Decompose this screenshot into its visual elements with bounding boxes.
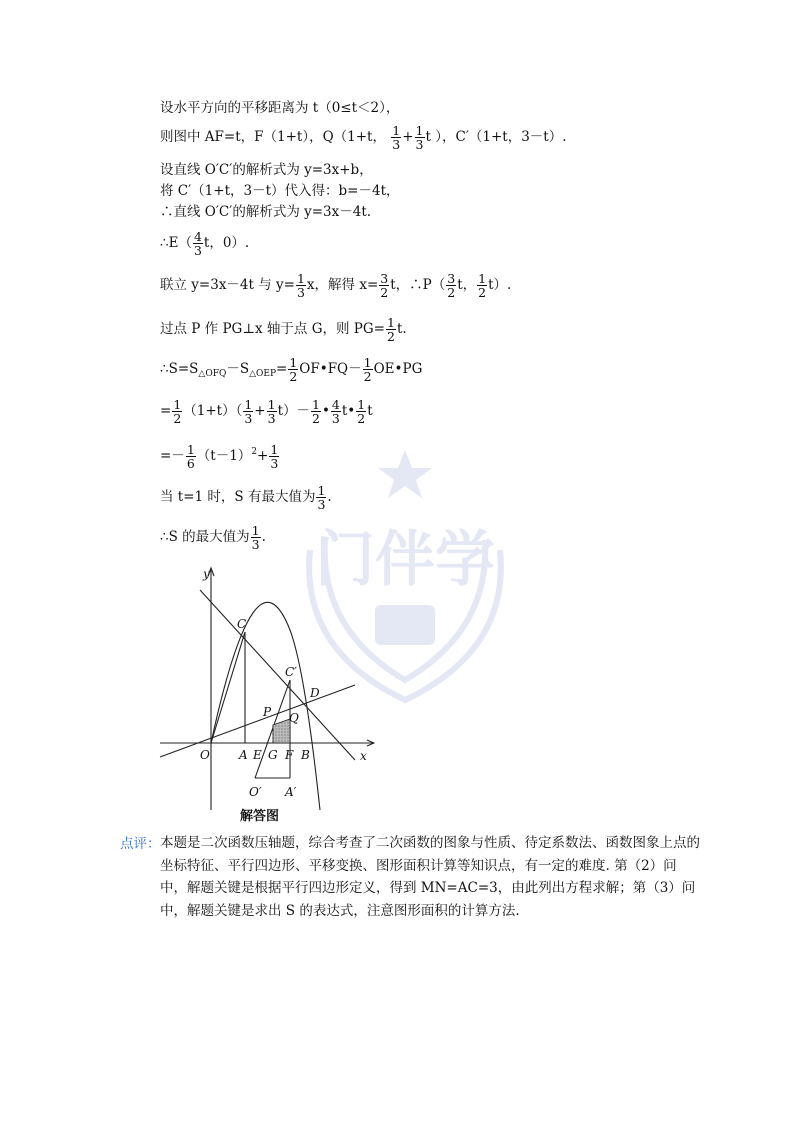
segment-co xyxy=(211,632,245,743)
fraction: $\frac{1}{3}$ xyxy=(251,523,260,552)
shaded-region xyxy=(273,719,290,743)
label-d: D xyxy=(310,686,320,700)
label-o: O xyxy=(200,748,210,762)
fraction: $\frac{1}{2}$ xyxy=(478,271,487,300)
solution-line-7: 联立 y=3x－4t 与 y= $\frac{1}{3}$ x，解得 x= $\frac{3}{2}$ t，∴P（ $\frac{3}{2}$ t， $\frac{1}{2}$ t）. xyxy=(160,271,512,300)
label-g: G xyxy=(268,748,278,762)
text: ），C′（1+t，3－t）. xyxy=(435,129,567,145)
fraction: $\frac{1}{2}$ xyxy=(289,355,298,384)
figure-caption: 解答图 xyxy=(240,809,280,824)
fraction: $\frac{1}{2}$ xyxy=(363,355,372,384)
label-q: Q xyxy=(289,711,299,725)
solution-line-12: 当 t=1 时，S 有最大值为 $\frac{1}{3}$ . xyxy=(160,483,332,512)
label-c: C xyxy=(237,617,247,631)
fraction: $\frac{1}{2}$ xyxy=(312,397,320,426)
label-p: P xyxy=(263,705,272,719)
fraction: $\frac{1}{3}$ xyxy=(317,483,326,512)
solution-line-2: 则图中 AF=t，F（1+t），Q（1+t， $\frac{1}{3}$ + $\frac{1}{3}$ t ），C′（1+t，3－t）. xyxy=(160,123,567,152)
fraction: $\frac{1}{3}$ xyxy=(244,397,253,426)
solution-line-6: ∴E（ $\frac{4}{3}$ t，0）. xyxy=(160,229,250,258)
label-a-prime: A′ xyxy=(285,785,297,799)
label-o-prime: O′ xyxy=(249,785,262,799)
label-f: F xyxy=(285,748,294,762)
fraction: $\frac{1}{3}$ xyxy=(415,123,424,152)
comment-label: 点评： xyxy=(120,836,161,852)
watermark-text: 门伴学 xyxy=(315,525,495,595)
text: 设水平方向的平移距离为 t（0≤t＜2）， xyxy=(160,100,400,116)
fraction: $\frac{1}{3}$ xyxy=(267,397,276,426)
label-x: x xyxy=(360,749,367,763)
solution-line-9: $\therefore S=S_{\triangle OFQ}-S_{\triangle OEP}=$ $\frac{1}{2}$ OF•FQ－ $\frac{1}{2}$ OE•PG xyxy=(160,355,423,384)
fraction: $\frac{1}{3}$ xyxy=(392,123,401,152)
solution-line-8: 过点 P 作 PG⊥x 轴于点 G，则 PG= $\frac{1}{2}$ t. xyxy=(160,315,407,344)
solution-line-10: = $\frac{1}{2}$ （1+t）（ $\frac{1}{3}$ + $\frac{1}{3}$ t）－ $\frac{1}{2}$ • $\frac{4}{3}$ t• $\frac{1}{2}$ t xyxy=(160,397,373,426)
fraction: $\frac{4}{3}$ xyxy=(331,397,340,426)
fraction: $\frac{1}{2}$ xyxy=(173,397,182,426)
fraction: $\frac{3}{2}$ xyxy=(380,271,389,300)
fraction: $\frac{1}{3}$ xyxy=(270,442,279,471)
label-e: E xyxy=(253,748,262,762)
label-b: B xyxy=(301,748,310,762)
fraction: $\frac{1}{6}$ xyxy=(186,442,195,471)
solution-line-1 xyxy=(160,98,399,118)
fraction: $\frac{1}{2}$ xyxy=(357,397,366,426)
fraction: $\frac{1}{2}$ xyxy=(386,315,395,344)
answer-figure xyxy=(155,560,375,830)
line-od xyxy=(160,685,355,757)
label-a: A xyxy=(239,748,248,762)
solution-line-11: =－ $\frac{1}{6}$ $(t-1)^2+$ $\frac{1}{3}$ xyxy=(160,442,279,471)
comment-text: 本题是二次函数压轴题，综合考查了二次函数的图象与性质、待定系数法、函数图象上点的坐标特征、平行四边形、平移变换、图形面积计算等知识点，有一定的难度. 第（2）问中，解题关键是根据平行四边形定义，得到 MN=AC=3，由此列出方程求解；第（3）问中，解题关键是求出 S 的表达式，注意图形面积的计算方法. xyxy=(160,835,700,919)
label-y: y xyxy=(203,567,210,581)
solution-line-5: ∴直线 O′C′的解析式为 y=3x－4t. xyxy=(160,204,372,220)
fraction: $\frac{3}{2}$ xyxy=(447,271,456,300)
text: 则图中 AF=t，F（1+t），Q（1+t， xyxy=(160,129,386,145)
solution-line-3: 设直线 O′C′的解析式为 y=3x+b， xyxy=(160,162,373,178)
label-c-prime: C′ xyxy=(285,665,297,679)
solution-line-13: ∴S 的最大值为 $\frac{1}{3}$ . xyxy=(160,523,266,552)
fraction: $\frac{1}{3}$ xyxy=(296,271,305,300)
fraction: $\frac{4}{3}$ xyxy=(193,229,202,258)
solution-line-4: 将 C′（1+t，3－t）代入得：b=－4t， xyxy=(160,183,400,199)
